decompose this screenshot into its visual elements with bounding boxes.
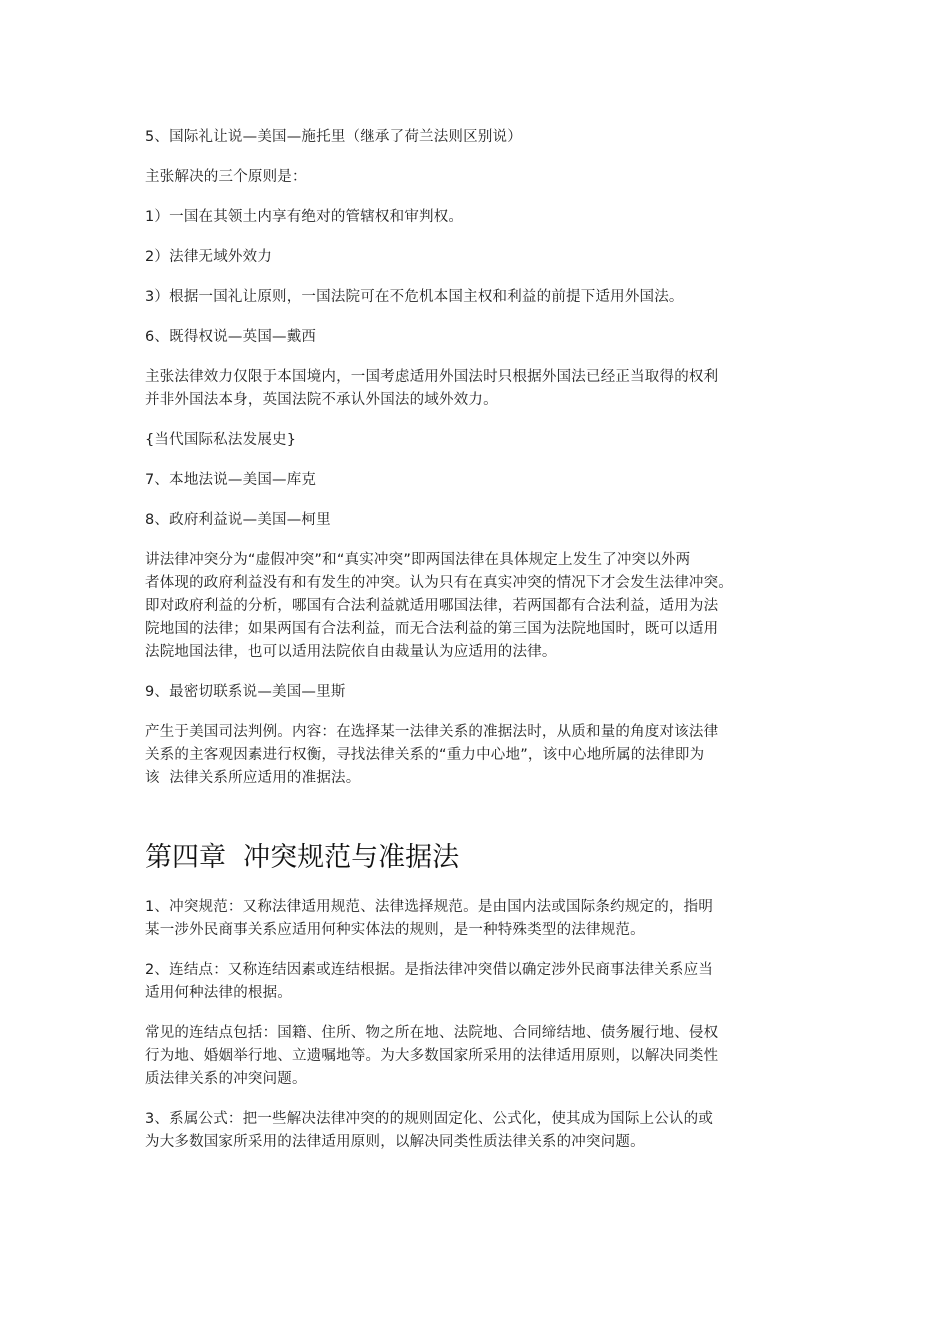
paragraph-principle-2: 2）法律无域外效力: [145, 249, 273, 265]
paragraph-attribution-formula: 3、系属公式：把一些解决法律冲突的的规则固定化、公式化，使其成为国际上公认的或 为大多数国家所采用的法律适用原则，以解决同类性质法律关系的冲突问题。: [145, 1111, 714, 1150]
paragraph-comity-theory: 5、国际礼让说—美国—施托里（继承了荷兰法则区别说）: [145, 129, 522, 145]
paragraph-vested-rights-desc: 主张法律效力仅限于本国境内，一国考虑适用外国法时只根据外国法已经正当取得的权利 并非外国法本身，英国法院不承认外国法的域外效力。: [145, 369, 719, 408]
paragraph-local-law-theory: 7、本地法说—美国—库克: [145, 472, 317, 488]
paragraph-governmental-interest-theory: 8、政府利益说—美国—柯里: [145, 512, 331, 528]
document-body: [145, 126, 810, 1171]
paragraph-principle-1: 1）一国在其领土内享有绝对的管辖权和审判权。: [145, 209, 464, 225]
paragraph-principles-intro: 主张解决的三个原则是：: [145, 169, 307, 185]
paragraph-connecting-factor: 2、连结点：又称连结因素或连结根据。是指法律冲突借以确定涉外民商事法律关系应当 适用何种法律的根据。: [145, 962, 714, 1001]
paragraph-closest-connection-desc: 产生于美国司法判例。内容：在选择某一法律关系的准据法时，从质和量的角度对该法律 关系的主客观因素进行权衡，寻找法律关系的“重力中心地”，该中心地所属的法律即为 该 法律关系所应适用的准据法。: [145, 724, 719, 786]
paragraph-conflict-rules: 1、冲突规范：又称法律适用规范、法律选择规范。是由国内法或国际条约规定的，指明 某一涉外民商事关系应适用何种实体法的规则，是一种特殊类型的法律规范。: [145, 899, 714, 938]
paragraph-governmental-interest-desc: 讲法律冲突分为“虚假冲突”和“真实冲突”即两国法律在具体规定上发生了冲突以外两 者体现的政府利益没有和有发生的冲突。认为只有在真实冲突的情况下才会发生法律冲突。 即对政府利益的分析，哪国有合法利益就适用哪国法律，若两国都有合法利益，适用为法 院地国的法律；如果两国有合法利益，而无合法利益的第三国为法院地国时，既可以适用 法院地国法律，也可以适用法院依自由裁量认为应适用的法律。: [145, 552, 733, 660]
paragraph-common-connecting-factors: 常见的连结点包括：国籍、住所、物之所在地、法院地、合同缔结地、债务履行地、侵权 行为地、婚姻举行地、立遗嘱地等。为大多数国家所采用的法律适用原则，以解决同类性 质法律关系的冲突问题。: [145, 1025, 719, 1087]
paragraph-modern-history-heading: {当代国际私法发展史}: [145, 432, 297, 448]
paragraph-principle-3: 3）根据一国礼让原则，一国法院可在不危机本国主权和利益的前提下适用外国法。: [145, 289, 684, 305]
paragraph-vested-rights-theory: 6、既得权说—英国—戴西: [145, 329, 317, 345]
chapter-title: 第四章 冲突规范与准据法: [145, 842, 460, 873]
paragraph-closest-connection-theory: 9、最密切联系说—美国—里斯: [145, 684, 346, 700]
